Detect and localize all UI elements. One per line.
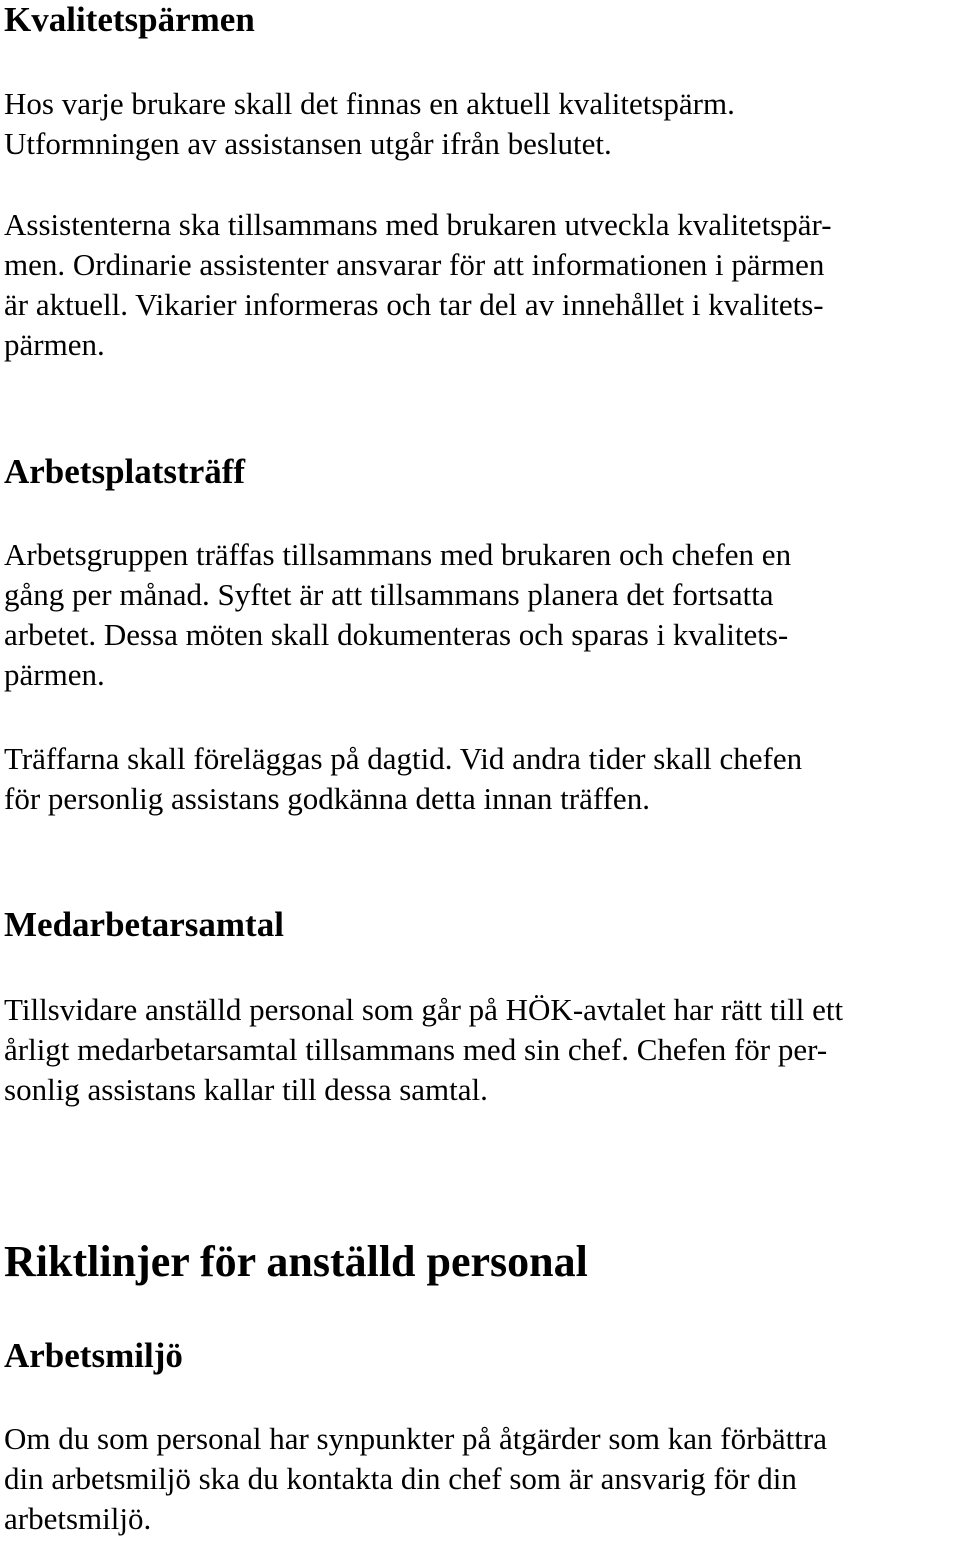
paragraph-arbetsmiljo: [4, 1419, 827, 1539]
heading-riktlinjer: Riktlinjer för anställd personal: [4, 1237, 588, 1286]
text-line: Assistenterna ska tillsammans med brukaren utveckla kvalitetspär-: [4, 207, 832, 242]
text-line: Hos varje brukare skall det finnas en aktuell kvalitetspärm.: [4, 86, 735, 121]
paragraph-kvalitetsparm-assistenter: [4, 205, 832, 365]
text-line: arbetet. Dessa möten skall dokumenteras och sparas i kvalitets-: [4, 617, 789, 652]
text-line: Arbetsgruppen träffas tillsammans med brukaren och chefen en: [4, 537, 792, 572]
text-line: för personlig assistans godkänna detta innan träffen.: [4, 781, 650, 816]
heading-kvalitetsparmen: Kvalitetspärmen: [4, 0, 255, 39]
paragraph-kvalitetsparm-intro: [4, 84, 735, 164]
heading-medarbetarsamtal: Medarbetarsamtal: [4, 905, 284, 944]
text-line: årligt medarbetarsamtal tillsammans med sin chef. Chefen för per-: [4, 1032, 828, 1067]
text-line: men. Ordinarie assistenter ansvarar för att informationen i pärmen: [4, 247, 825, 282]
heading-arbetsplatstraff: Arbetsplatsträff: [4, 452, 246, 491]
text-line: pärmen.: [4, 657, 105, 692]
paragraph-arbetsplatstraff-traffas: [4, 535, 791, 695]
text-line: Träffarna skall föreläggas på dagtid. Vid andra tider skall chefen: [4, 741, 803, 776]
heading-arbetsmiljo: Arbetsmiljö: [4, 1336, 183, 1375]
paragraph-arbetsplatstraff-dagtid: [4, 739, 802, 819]
text-line: Tillsvidare anställd personal som går på HÖK-avtalet har rätt till ett: [4, 992, 844, 1027]
text-line: pärmen.: [4, 327, 105, 362]
text-line: Om du som personal har synpunkter på åtgärder som kan förbättra: [4, 1421, 827, 1456]
text-line: din arbetsmiljö ska du kontakta din chef som är ansvarig för din: [4, 1461, 797, 1496]
text-line: sonlig assistans kallar till dessa samtal.: [4, 1072, 488, 1107]
text-line: arbetsmiljö.: [4, 1501, 152, 1536]
text-line: Utformningen av assistansen utgår ifrån beslutet.: [4, 126, 612, 161]
paragraph-medarbetarsamtal: [4, 990, 843, 1110]
text-line: är aktuell. Vikarier informeras och tar del av innehållet i kvalitets-: [4, 287, 824, 322]
text-line: gång per månad. Syftet är att tillsammans planera det fortsatta: [4, 577, 774, 612]
